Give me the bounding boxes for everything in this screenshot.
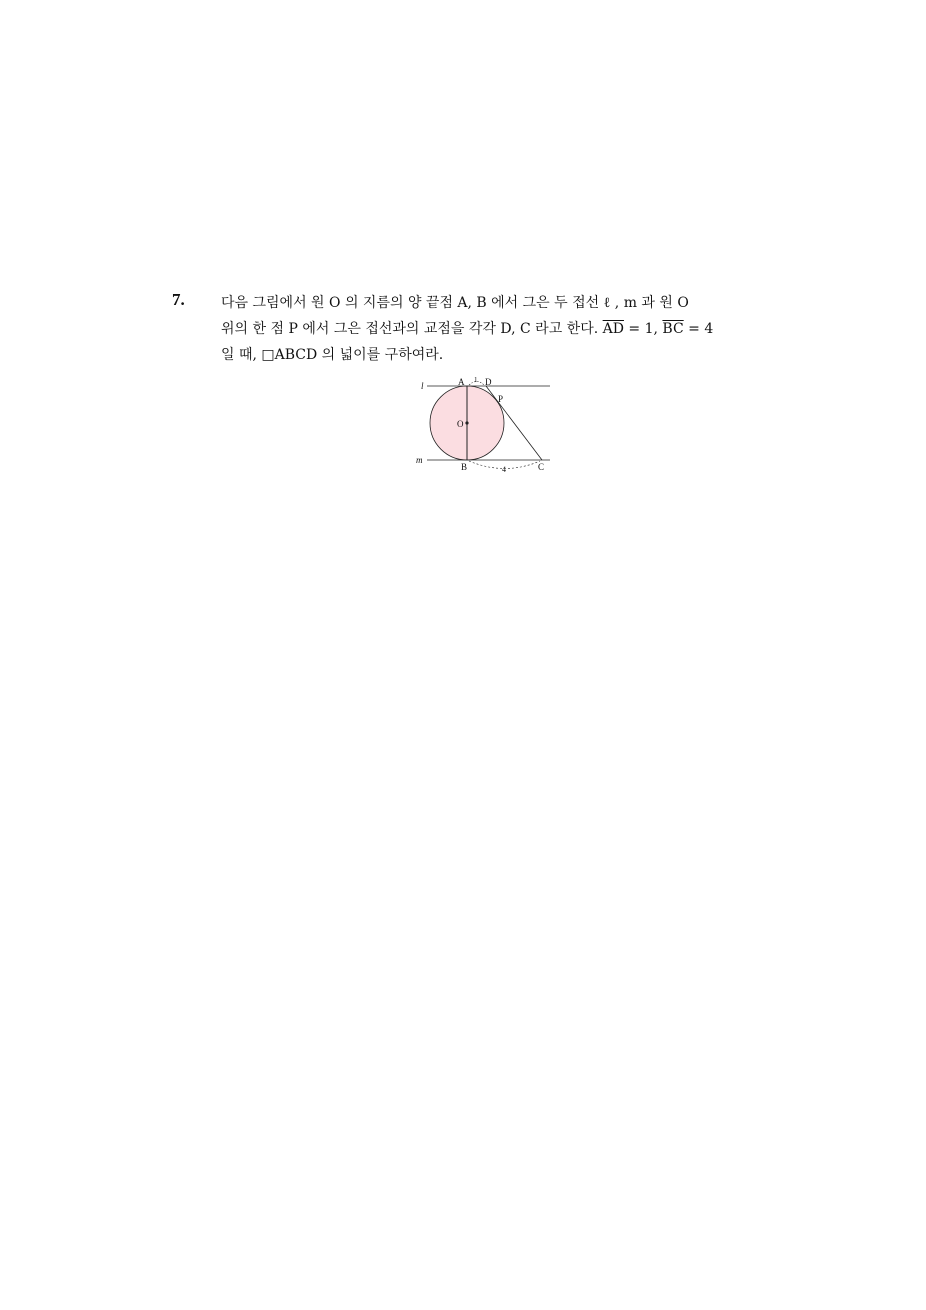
label-l: l bbox=[421, 381, 424, 391]
segment-bc-value: = 4 bbox=[683, 321, 714, 337]
statement-line-2-text: 위의 한 점 P 에서 그은 접선과의 교점을 각각 D, C 라고 한다. bbox=[221, 321, 599, 337]
label-bc-length: 4 bbox=[502, 465, 506, 474]
label-c: C bbox=[538, 462, 545, 472]
statement-line-3: 일 때, □ABCD 의 넓이를 구하여라. bbox=[221, 347, 444, 363]
problem-number: 7. bbox=[172, 290, 185, 309]
label-o: O bbox=[457, 419, 464, 429]
statement-line-1: 다음 그림에서 원 O 의 지름의 양 끝점 A, B 에서 그은 두 접선 ℓ , m 과 원 O bbox=[221, 295, 689, 311]
label-ad-length: 1 bbox=[474, 376, 478, 384]
segment-ad-value: = 1, bbox=[623, 321, 663, 337]
label-p: P bbox=[498, 394, 504, 404]
statement-line-2 bbox=[221, 316, 761, 342]
segment-ad: $\overline{AD}$ bbox=[602, 321, 624, 337]
center-o-point bbox=[465, 421, 468, 424]
label-m: m bbox=[416, 455, 423, 465]
segment-bc: $\overline{BC}$ bbox=[662, 321, 684, 337]
label-b: B bbox=[461, 462, 468, 472]
problem-statement bbox=[221, 290, 761, 368]
geometry-figure bbox=[410, 372, 560, 476]
figure-svg bbox=[410, 372, 560, 476]
label-a: A bbox=[458, 377, 465, 387]
label-d: D bbox=[485, 377, 492, 387]
